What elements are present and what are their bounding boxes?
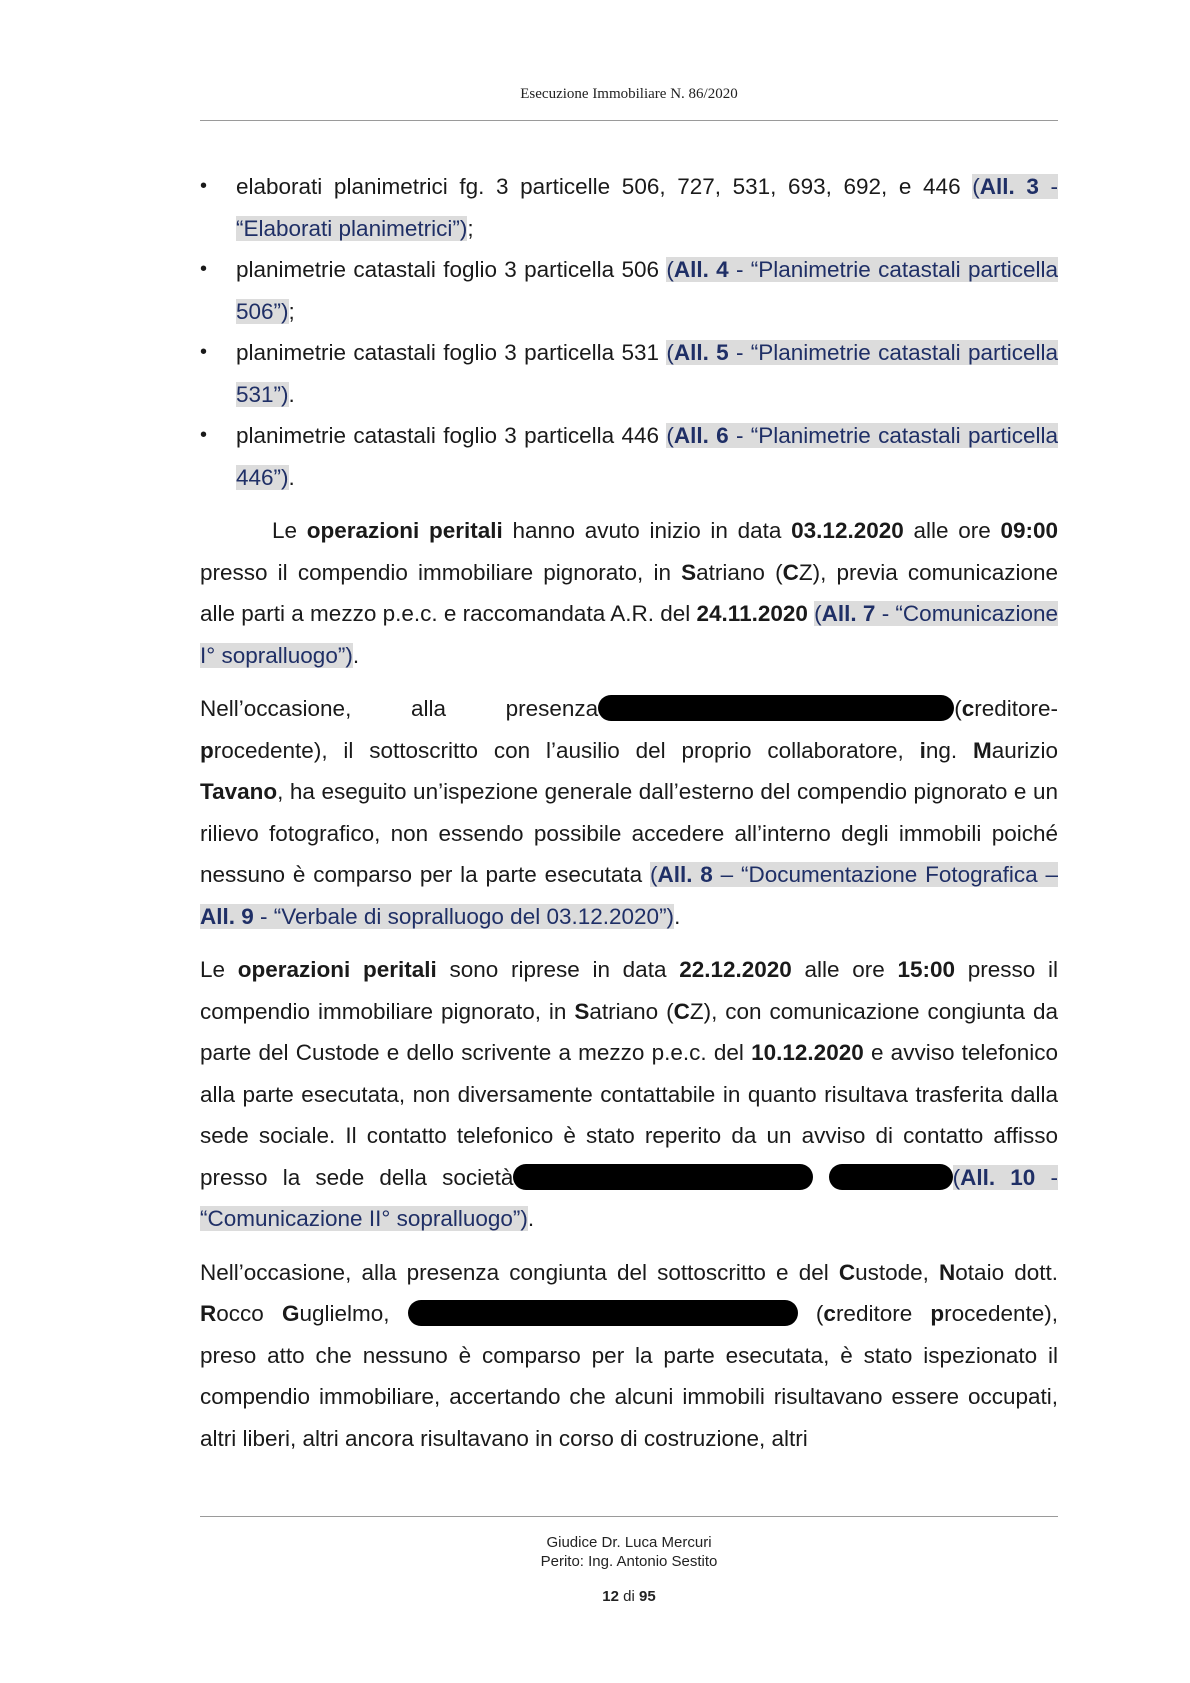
paragraph-first-visit-details: Nell’occasione, alla presenza (creditore- procedente), il sottoscritto con l’ausilio del proprio collaboratore, ing. Maurizio Tavano, ha eseguito un’ispezione generale dall’esterno del compendio pignorato e un rilievo fotografico, non essendo possibile accedere all’interno degli immobili poiché nessuno è comparso per la parte esecutata (All. 8 – “Documentazione Fotografica – All. 9 - “Verbale di sopralluogo del 03.12.2020”). (200, 696, 1058, 929)
attachment-reference: (All. 5 - “Planimetrie catastali particella 531”) (236, 340, 1058, 407)
redaction-bar (829, 1164, 953, 1190)
footer-expert: Perito: Ing. Antonio Sestito (540, 1553, 718, 1570)
page-number: 12 di 95 (602, 1588, 656, 1605)
attachment-reference: (All. 8 – “Documentazione Fotografica – All. 9 - “Verbale di sopralluogo del 03.12.2020”) (200, 862, 1058, 929)
footer-rule (200, 1516, 1058, 1517)
redaction-bar (598, 695, 954, 721)
paragraph-second-inspection: Le operazioni peritali sono riprese in data 22.12.2020 alle ore 15:00 presso il compendio immobiliare pignorato, in Satriano (CZ), con comunicazione congiunta da parte del Custode e dello scrivente a mezzo p.e.c. del 10.12.2020 e avviso telefonico alla parte esecutata, non diversamente contattabile in quanto risultava trasferita dalla sede sociale. Il contatto telefonico è stato reperito da un avviso di contatto affisso presso la sede della società (All. 10 - “Comunicazione II° sopralluogo”). (200, 957, 1058, 1231)
document-body (200, 166, 1058, 1471)
attachment-reference: (All. 4 - “Planimetrie catastali particella 506”) (236, 257, 1058, 324)
paragraph-second-visit-details: Nell’occasione, alla presenza congiunta del sottoscritto e del Custode, Notaio dott. Rocco Guglielmo, (creditore procedente), preso atto che nessuno è comparso per la parte esecutata, è stato ispezionato il compendio immobiliare, accertando che alcuni immobili risultavano essere occupati, altri liberi, altri ancora risultavano in corso di costruzione, altri (200, 1259, 1058, 1451)
bullet-text: planimetrie catastali foglio 3 particella 531 (236, 340, 667, 365)
list-item: • planimetrie catastali foglio 3 particella 506 (All. 4 - “Planimetrie catastali particella 506”); (200, 249, 1058, 332)
list-item: • planimetrie catastali foglio 3 particella 531 (All. 5 - “Planimetrie catastali particella 531”). (200, 332, 1058, 415)
attachment-reference: (All. 3 - “Elaborati planimetrici”) (236, 174, 1058, 241)
bullet-text: elaborati planimetrici fg. 3 particelle 506, 727, 531, 693, 692, e 446 (236, 174, 973, 199)
list-item: • planimetrie catastali foglio 3 particella 446 (All. 6 - “Planimetrie catastali particella 446”). (200, 415, 1058, 498)
attachments-list (200, 166, 1058, 498)
page-header: Esecuzione Immobiliare N. 86/2020 (520, 86, 738, 102)
header-rule (200, 120, 1058, 121)
attachment-reference: (All. 6 - “Planimetrie catastali particella 446”) (236, 423, 1058, 490)
footer-judge: Giudice Dr. Luca Mercuri (546, 1534, 712, 1551)
paragraph-first-inspection: Le operazioni peritali hanno avuto inizio in data 03.12.2020 alle ore 09:00 presso il compendio immobiliare pignorato, in Satriano (CZ), previa comunicazione alle parti a mezzo p.e.c. e raccomandata A.R. del 24.11.2020 (All. 7 - “Comunicazione I° sopralluogo”). (200, 518, 1059, 668)
redaction-bar (408, 1300, 798, 1326)
attachment-reference: (All. 7 - “Comunicazione I° sopralluogo”) (200, 601, 1059, 668)
bullet-text: planimetrie catastali foglio 3 particella 446 (236, 423, 667, 448)
bullet-text: planimetrie catastali foglio 3 particella 506 (236, 257, 667, 282)
list-item: • elaborati planimetrici fg. 3 particelle 506, 727, 531, 693, 692, e 446 (All. 3 - “Elaborati planimetrici”); (200, 166, 1058, 249)
redaction-bar (513, 1164, 813, 1190)
attachment-reference: (All. 10 - “Comunicazione II° sopralluogo”) (200, 1164, 1058, 1231)
